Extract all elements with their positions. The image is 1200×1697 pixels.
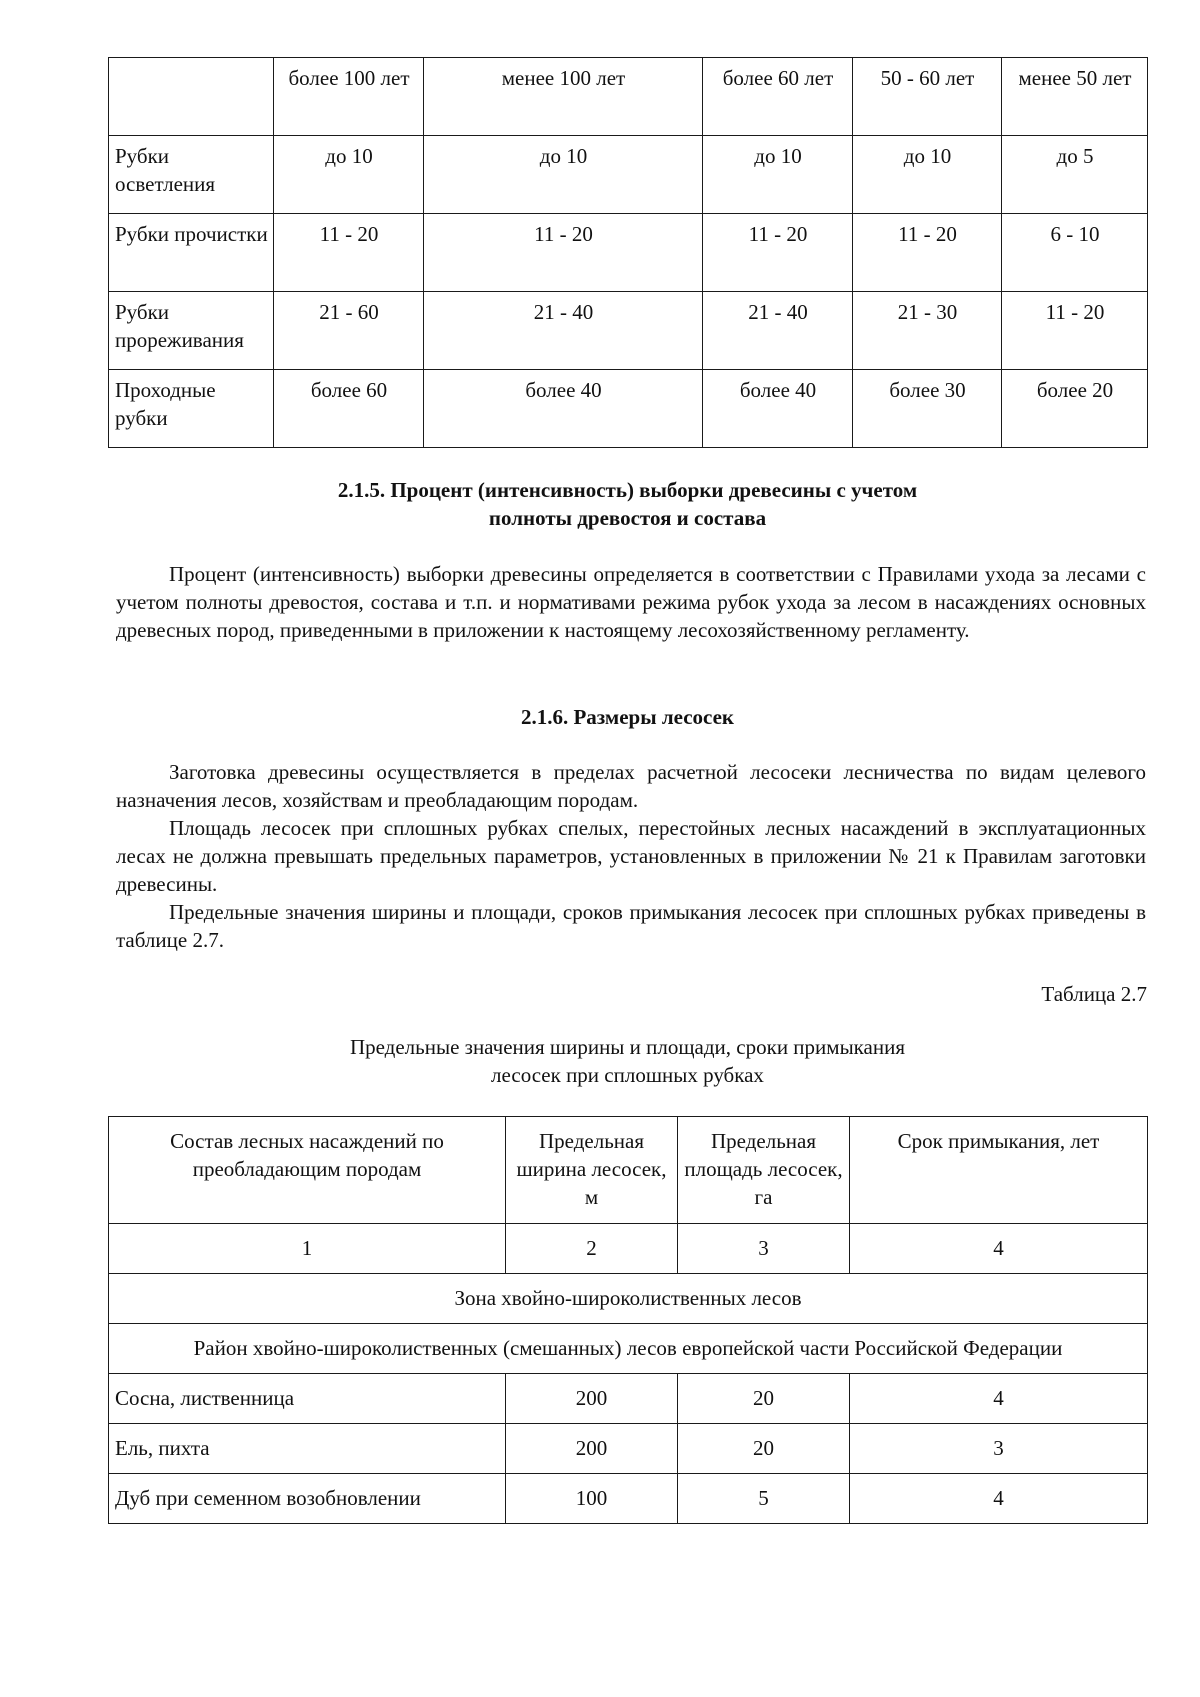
row-label: Рубки прореживания	[109, 292, 274, 370]
row-label: Рубки осветления	[109, 136, 274, 214]
table-number-label: Таблица 2.7	[1041, 982, 1147, 1006]
header-cell: более 60 лет	[703, 58, 853, 136]
header-cell	[109, 58, 274, 136]
heading-line: полноты древостоя и состава	[488, 506, 767, 530]
table-caption	[108, 1033, 1147, 1089]
header-cell: 50 - 60 лет	[853, 58, 1002, 136]
term-cell: 4	[850, 1374, 1148, 1424]
table-cell: 21 - 40	[703, 292, 853, 370]
header-cell: менее 100 лет	[424, 58, 703, 136]
table-row	[109, 1474, 1148, 1524]
table-row	[109, 370, 1148, 448]
column-number: 4	[850, 1224, 1148, 1274]
table-cell: 11 - 20	[1002, 292, 1148, 370]
table-cell: более 60	[274, 370, 424, 448]
zone-row	[109, 1274, 1148, 1324]
row-label: Проходные рубки	[109, 370, 274, 448]
heading-line: 2.1.6. Размеры лесосек	[520, 705, 735, 729]
table-cell: 11 - 20	[853, 214, 1002, 292]
table-cell: 11 - 20	[274, 214, 424, 292]
species-cell: Дуб при семенном возобновлении	[109, 1474, 506, 1524]
table-row	[109, 292, 1148, 370]
heading-line: 2.1.5. Процент (интенсивность) выборки древесины с учетом	[337, 478, 918, 502]
table-cell: более 40	[703, 370, 853, 448]
section-216-heading	[108, 703, 1147, 731]
section-215-heading	[108, 476, 1147, 532]
table-cell: 6 - 10	[1002, 214, 1148, 292]
district-cell: Район хвойно-широколиственных (смешанных) лесов европейской части Российской Федерации	[109, 1324, 1148, 1374]
header-cell: Состав лесных насаждений по преобладающим породам	[109, 1117, 506, 1224]
header-cell: Срок примыкания, лет	[850, 1117, 1148, 1224]
caption-line: Предельные значения ширины и площади, сроки примыкания	[349, 1035, 906, 1059]
table-cell: до 5	[1002, 136, 1148, 214]
caption-line: лесосек при сплошных рубках	[491, 1063, 764, 1087]
term-cell: 4	[850, 1474, 1148, 1524]
table-row	[109, 136, 1148, 214]
paragraph: Процент (интенсивность) выборки древесины определяется в соответствии с Правилами ухода за лесами с учетом полноты древостоя, состава и т.п. и нормативами режима рубок ухода за лесом в насаждениях основных древесных пород, приведенными в приложении к настоящему лесохозяйственному регламенту.	[116, 562, 1146, 642]
width-cell: 200	[506, 1424, 678, 1474]
column-number-row	[109, 1224, 1148, 1274]
area-cell: 5	[678, 1474, 850, 1524]
area-cell: 20	[678, 1424, 850, 1474]
table-cell: более 20	[1002, 370, 1148, 448]
header-cell: Предельная площадь лесосек, га	[678, 1117, 850, 1224]
column-number: 3	[678, 1224, 850, 1274]
area-cell: 20	[678, 1374, 850, 1424]
table-cell: более 30	[853, 370, 1002, 448]
clearcut-limits-table	[108, 1116, 1148, 1524]
species-cell: Ель, пихта	[109, 1424, 506, 1474]
zone-cell: Зона хвойно-широколиственных лесов	[109, 1274, 1148, 1324]
table-cell: до 10	[703, 136, 853, 214]
table-row	[109, 1424, 1148, 1474]
species-cell: Сосна, лиственница	[109, 1374, 506, 1424]
table-header-row	[109, 1117, 1148, 1224]
header-cell: Предельная ширина лесосек, м	[506, 1117, 678, 1224]
paragraph: Площадь лесосек при сплошных рубках спелых, перестойных лесных насаждений в эксплуатационных лесах не должна превышать предельных параметров, установленных в приложении № 21 к Правилам заготовки древесины.	[116, 816, 1146, 896]
paragraph: Заготовка древесины осуществляется в пределах расчетной лесосеки лесничества по видам целевого назначения лесов, хозяйствам и преобладающим породам.	[116, 760, 1146, 812]
table-header-row	[109, 58, 1148, 136]
district-row	[109, 1324, 1148, 1374]
header-cell: более 100 лет	[274, 58, 424, 136]
width-cell: 100	[506, 1474, 678, 1524]
table-row	[109, 1374, 1148, 1424]
section-216-text	[116, 758, 1146, 954]
term-cell: 3	[850, 1424, 1148, 1474]
width-cell: 200	[506, 1374, 678, 1424]
column-number: 1	[109, 1224, 506, 1274]
table-cell: более 40	[424, 370, 703, 448]
header-cell: менее 50 лет	[1002, 58, 1148, 136]
row-label: Рубки прочистки	[109, 214, 274, 292]
column-number: 2	[506, 1224, 678, 1274]
thinning-intensity-table	[108, 57, 1148, 448]
table-row	[109, 214, 1148, 292]
table-cell: до 10	[853, 136, 1002, 214]
table-cell: 21 - 40	[424, 292, 703, 370]
table-cell: до 10	[274, 136, 424, 214]
table-cell: до 10	[424, 136, 703, 214]
table-cell: 21 - 60	[274, 292, 424, 370]
table-cell: 11 - 20	[424, 214, 703, 292]
table-cell: 11 - 20	[703, 214, 853, 292]
table-cell: 21 - 30	[853, 292, 1002, 370]
section-215-text	[116, 560, 1146, 644]
paragraph: Предельные значения ширины и площади, сроков примыкания лесосек при сплошных рубках приведены в таблице 2.7.	[116, 900, 1146, 952]
